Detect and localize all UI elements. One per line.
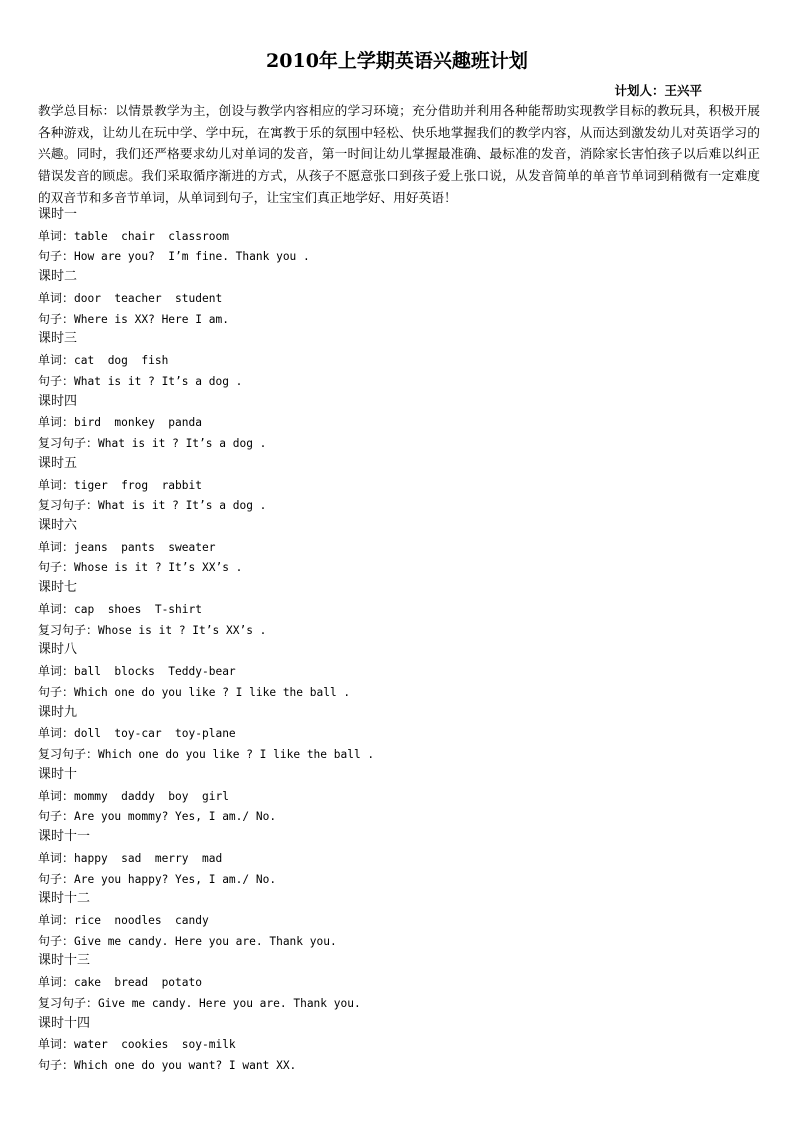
- lesson-words: table chair classroom: [74, 229, 229, 243]
- lesson-sentence-line: [38, 682, 758, 703]
- lesson-words: door teacher student: [74, 291, 223, 305]
- sentence-label: 句子：: [38, 684, 75, 699]
- lesson-sentence: Give me candy. Here you are. Thank you.: [98, 996, 361, 1010]
- sentence-label: 句子：: [38, 249, 75, 264]
- lesson-sentence: Which one do you like ? I like the ball .: [74, 685, 351, 699]
- words-label: 单词：: [38, 415, 75, 430]
- lesson-sentence: Whose is it ? It’s XX’s .: [98, 623, 267, 637]
- document-title: 2010年上学期英语兴趣班计划: [266, 50, 528, 72]
- lesson-sentence-line: [38, 495, 758, 516]
- lesson-heading: 课时十三: [38, 953, 91, 969]
- lesson-sentence-line: [38, 869, 758, 890]
- lesson-heading: 课时五: [38, 455, 78, 471]
- words-label: 单词：: [38, 353, 75, 368]
- lesson-words-line: [38, 786, 758, 807]
- words-label: 单词：: [38, 1037, 75, 1052]
- lesson-block: [38, 765, 758, 827]
- lesson-block: [38, 329, 758, 391]
- lesson-block: [38, 640, 758, 702]
- words-label: 单词：: [38, 726, 75, 741]
- lesson-words-line: [38, 412, 758, 433]
- lesson-sentence: What is it ? It’s a dog .: [98, 437, 267, 451]
- lesson-words: happy sad merry mad: [74, 851, 223, 865]
- lesson-heading: 课时九: [38, 704, 78, 720]
- lesson-words: doll toy-car toy-plane: [74, 727, 236, 741]
- lesson-block: [38, 578, 758, 640]
- words-label: 单词：: [38, 788, 75, 803]
- lesson-words-line: [38, 599, 758, 620]
- lesson-sentence-line: [38, 744, 758, 765]
- lesson-sentence-line: [38, 993, 758, 1014]
- lesson-sentence: Whose is it ? It’s XX’s .: [74, 561, 243, 575]
- sentence-label: 句子：: [38, 560, 75, 575]
- lesson-sentence: Are you happy? Yes, I am./ No.: [74, 872, 277, 886]
- sentence-label: 句子：: [38, 1058, 75, 1073]
- lesson-sentence-line: [38, 1055, 758, 1076]
- lesson-heading: 课时十一: [38, 829, 91, 845]
- sentence-label: 句子：: [38, 809, 75, 824]
- lesson-words-line: [38, 226, 758, 247]
- lesson-words: tiger frog rabbit: [74, 478, 202, 492]
- lesson-sentence-line: [38, 246, 758, 267]
- lesson-block: [38, 516, 758, 578]
- planner-name: 计划人：王兴平: [614, 83, 702, 98]
- lesson-sentence: What is it ? It’s a dog .: [74, 374, 243, 388]
- lesson-words-line: [38, 910, 758, 931]
- lesson-sentence: What is it ? It’s a dog .: [98, 499, 267, 513]
- lesson-words-line: [38, 288, 758, 309]
- lesson-heading: 课时三: [38, 331, 78, 347]
- sentence-label: 句子：: [38, 871, 75, 886]
- lesson-words: rice noodles candy: [74, 913, 209, 927]
- lesson-sentence: Are you mommy? Yes, I am./ No.: [74, 810, 277, 824]
- teaching-goal-paragraph: 教学总目标：以情景教学为主，创设与教学内容相应的学习环境；充分借助并利用各种能帮助实现教学目标的教玩具，积极开展各种游戏，让幼儿在玩中学、学中玩，在寓教于乐的氛围中轻松、快乐地掌握我们的教学内容，从而达到激发幼儿对英语学习的兴趣。同时，我们还严格要求幼儿对单词的发音，第一时间让幼儿掌握最准确、最标准的发音，消除家长害怕孩子以后难以纠正错误发音的顾虑。我们采取循序渐进的方式，从孩子不愿意张口到孩子爱上张口说，从发音简单的单音节单词到稍微有一定难度的双音节和多音节单词，从单词到句子，让宝宝们真正地学好、用好英语！: [38, 103, 760, 205]
- lesson-words: jeans pants sweater: [74, 540, 216, 554]
- lesson-list: [38, 205, 758, 1076]
- lesson-words-line: [38, 1034, 758, 1055]
- lesson-block: [38, 267, 758, 329]
- lesson-sentence-line: [38, 557, 758, 578]
- lesson-heading: 课时十: [38, 766, 78, 782]
- sentence-label: 句子：: [38, 373, 75, 388]
- sentence-label: 复习句子：: [38, 436, 99, 451]
- lesson-words: ball blocks Teddy-bear: [74, 665, 236, 679]
- lesson-sentence: Which one do you like ? I like the ball .: [98, 748, 375, 762]
- lesson-words-line: [38, 475, 758, 496]
- sentence-label: 句子：: [38, 933, 75, 948]
- words-label: 单词：: [38, 850, 75, 865]
- lesson-heading: 课时一: [38, 207, 78, 222]
- words-label: 单词：: [38, 228, 75, 243]
- sentence-label: 复习句子：: [38, 622, 99, 637]
- lesson-block: [38, 1014, 758, 1076]
- lesson-sentence-line: [38, 371, 758, 392]
- words-label: 单词：: [38, 601, 75, 616]
- lesson-sentence-line: [38, 931, 758, 952]
- lesson-heading: 课时七: [38, 580, 78, 596]
- words-label: 单词：: [38, 664, 75, 679]
- lesson-words: mommy daddy boy girl: [74, 789, 229, 803]
- words-label: 单词：: [38, 290, 75, 305]
- lesson-words: water cookies soy-milk: [74, 1038, 236, 1052]
- lesson-words-line: [38, 661, 758, 682]
- words-label: 单词：: [38, 912, 75, 927]
- lesson-words: cat dog fish: [74, 354, 169, 368]
- lesson-words: cake bread potato: [74, 976, 202, 990]
- words-label: 单词：: [38, 539, 75, 554]
- lesson-block: [38, 392, 758, 454]
- lesson-block: [38, 951, 758, 1013]
- lesson-words-line: [38, 972, 758, 993]
- lesson-sentence: How are you? I’m fine. Thank you .: [74, 250, 310, 264]
- lesson-sentence: Which one do you want? I want XX.: [74, 1059, 297, 1073]
- words-label: 单词：: [38, 477, 75, 492]
- lesson-heading: 课时六: [38, 518, 78, 534]
- lesson-words: cap shoes T-shirt: [74, 602, 202, 616]
- lesson-heading: 课时八: [38, 642, 78, 658]
- lesson-block: [38, 454, 758, 516]
- lesson-words-line: [38, 350, 758, 371]
- lesson-sentence-line: [38, 309, 758, 330]
- lesson-block: [38, 205, 758, 267]
- lesson-heading: 课时四: [38, 393, 78, 409]
- lesson-sentence: Where is XX? Here I am.: [74, 312, 229, 326]
- sentence-label: 复习句子：: [38, 995, 99, 1010]
- lesson-heading: 课时二: [38, 269, 78, 285]
- lesson-words-line: [38, 723, 758, 744]
- lesson-sentence-line: [38, 620, 758, 641]
- sentence-label: 复习句子：: [38, 498, 99, 513]
- lesson-heading: 课时十二: [38, 891, 91, 907]
- lesson-block: [38, 889, 758, 951]
- lesson-sentence-line: [38, 433, 758, 454]
- lesson-block: [38, 703, 758, 765]
- lesson-sentence-line: [38, 806, 758, 827]
- lesson-words: bird monkey panda: [74, 416, 202, 430]
- lesson-words-line: [38, 848, 758, 869]
- words-label: 单词：: [38, 975, 75, 990]
- lesson-block: [38, 827, 758, 889]
- sentence-label: 句子：: [38, 311, 75, 326]
- sentence-label: 复习句子：: [38, 747, 99, 762]
- lesson-heading: 课时十四: [38, 1015, 91, 1031]
- lesson-sentence: Give me candy. Here you are. Thank you.: [74, 934, 337, 948]
- lesson-words-line: [38, 537, 758, 558]
